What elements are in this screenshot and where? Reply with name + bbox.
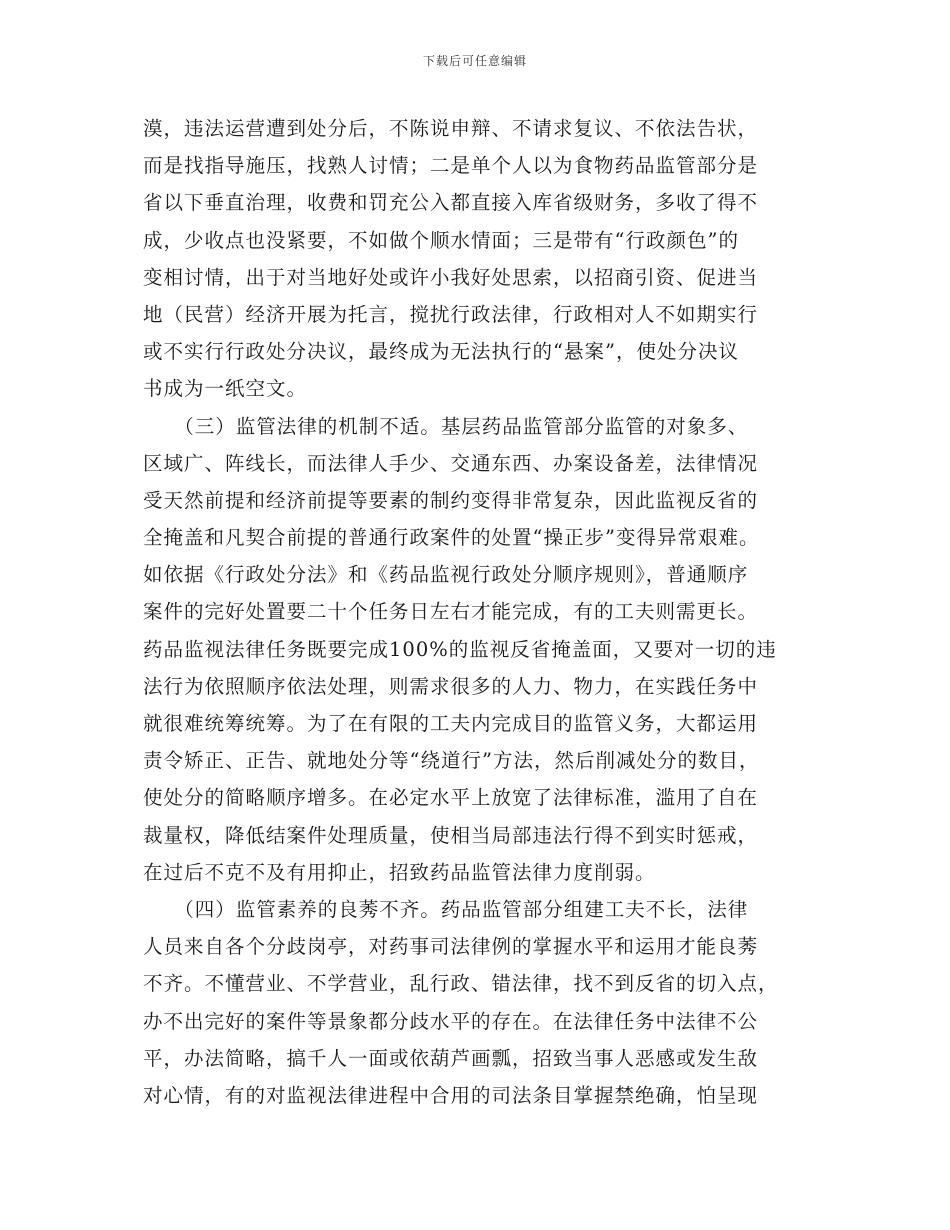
text-line: （三）监管法律的机制不适。基层药品监管部分监管的对象多、: [143, 414, 749, 438]
text-line: （四）监管素养的良莠不齐。药品监管部分组建工夫不长，法律: [143, 897, 749, 921]
text-line: 在过后不克不及有用抑止，招致药品监管法律力度削弱。: [143, 860, 656, 884]
text-line: 法行为依照顺序依法处理，则需求很多的人力、物力，在实践任务中: [143, 674, 759, 698]
text-line: 受天然前提和经济前提等要素的制约变得非常复杂，因此监视反省的: [143, 488, 759, 512]
text-line: 成，少收点也没紧要，不如做个顺水情面；三是带有“行政颜色”的: [143, 228, 739, 252]
text-line: 案件的完好处置要二十个任务日左右才能完成，有的工夫则需更长。: [143, 600, 759, 624]
text-line: 就很难统筹统筹。为了在有限的工夫内完成目的监管义务，大都运用: [143, 712, 759, 735]
text-line: 药品监视法律任务既要完成100%的监视反省掩盖面，又要对一切的违: [143, 637, 777, 661]
text-line: 人员来自各个分歧岗亭，对药事司法律例的掌握水平和运用才能良莠: [143, 935, 759, 959]
text-line: 如依据《行政处分法》和《药品监视行政处分顺序规则》，普通顺序: [143, 563, 749, 587]
text-line: 裁量权，降低结案件处理质量，使相当局部违法行得不到实时惩戒，: [143, 823, 759, 847]
text-line: 全掩盖和凡契合前提的普通行政案件的处置“操正步”变得异常艰难。: [143, 526, 760, 550]
text-line: 变相讨情，出于对当地好处或许小我好处思索，以招商引资、促进当: [143, 265, 759, 289]
page-header: 下载后可任意编辑: [422, 54, 527, 68]
text-line: 不齐。不懂营业、不学营业，乱行政、错法律，找不到反省的切入点，: [143, 972, 779, 996]
document-body: [143, 110, 808, 1114]
text-line: 办不出完好的案件等景象都分歧水平的存在。在法律任务中法律不公: [143, 1009, 759, 1033]
text-line: 或不实行行政处分决议，最终成为无法执行的“悬案”，使处分决议: [143, 340, 739, 364]
text-line: 对心情，有的对监视法律进程中合用的司法条目掌握禁绝确，怕呈现: [143, 1083, 759, 1107]
text-line: 而是找指导施压，找熟人讨情；二是单个人以为食物药品监管部分是: [143, 154, 759, 178]
text-line: 区域广、阵线长，而法律人手少、交通东西、办案设备差，法律情况: [143, 451, 759, 475]
text-line: 使处分的简略顺序增多。在必定水平上放宽了法律标准，滥用了自在: [143, 786, 759, 810]
text-line: 平，办法简略，搞千人一面或依葫芦画瓢，招致当事人恶感或发生敌: [143, 1046, 759, 1070]
text-line: 地（民营）经济开展为托言，搅扰行政法律，行政相对人不如期实行: [143, 302, 759, 326]
text-line: 责令矫正、正告、就地处分等“绕道行”方法，然后削减处分的数目，: [143, 749, 760, 773]
text-line: 漠，违法运营遭到处分后，不陈说申辩、不请求复议、不依法告状，: [143, 117, 759, 140]
text-line: 省以下垂直治理，收费和罚充公入都直接入库省级财务，多收了得不: [143, 191, 759, 215]
text-line: 书成为一纸空文。: [143, 377, 308, 401]
